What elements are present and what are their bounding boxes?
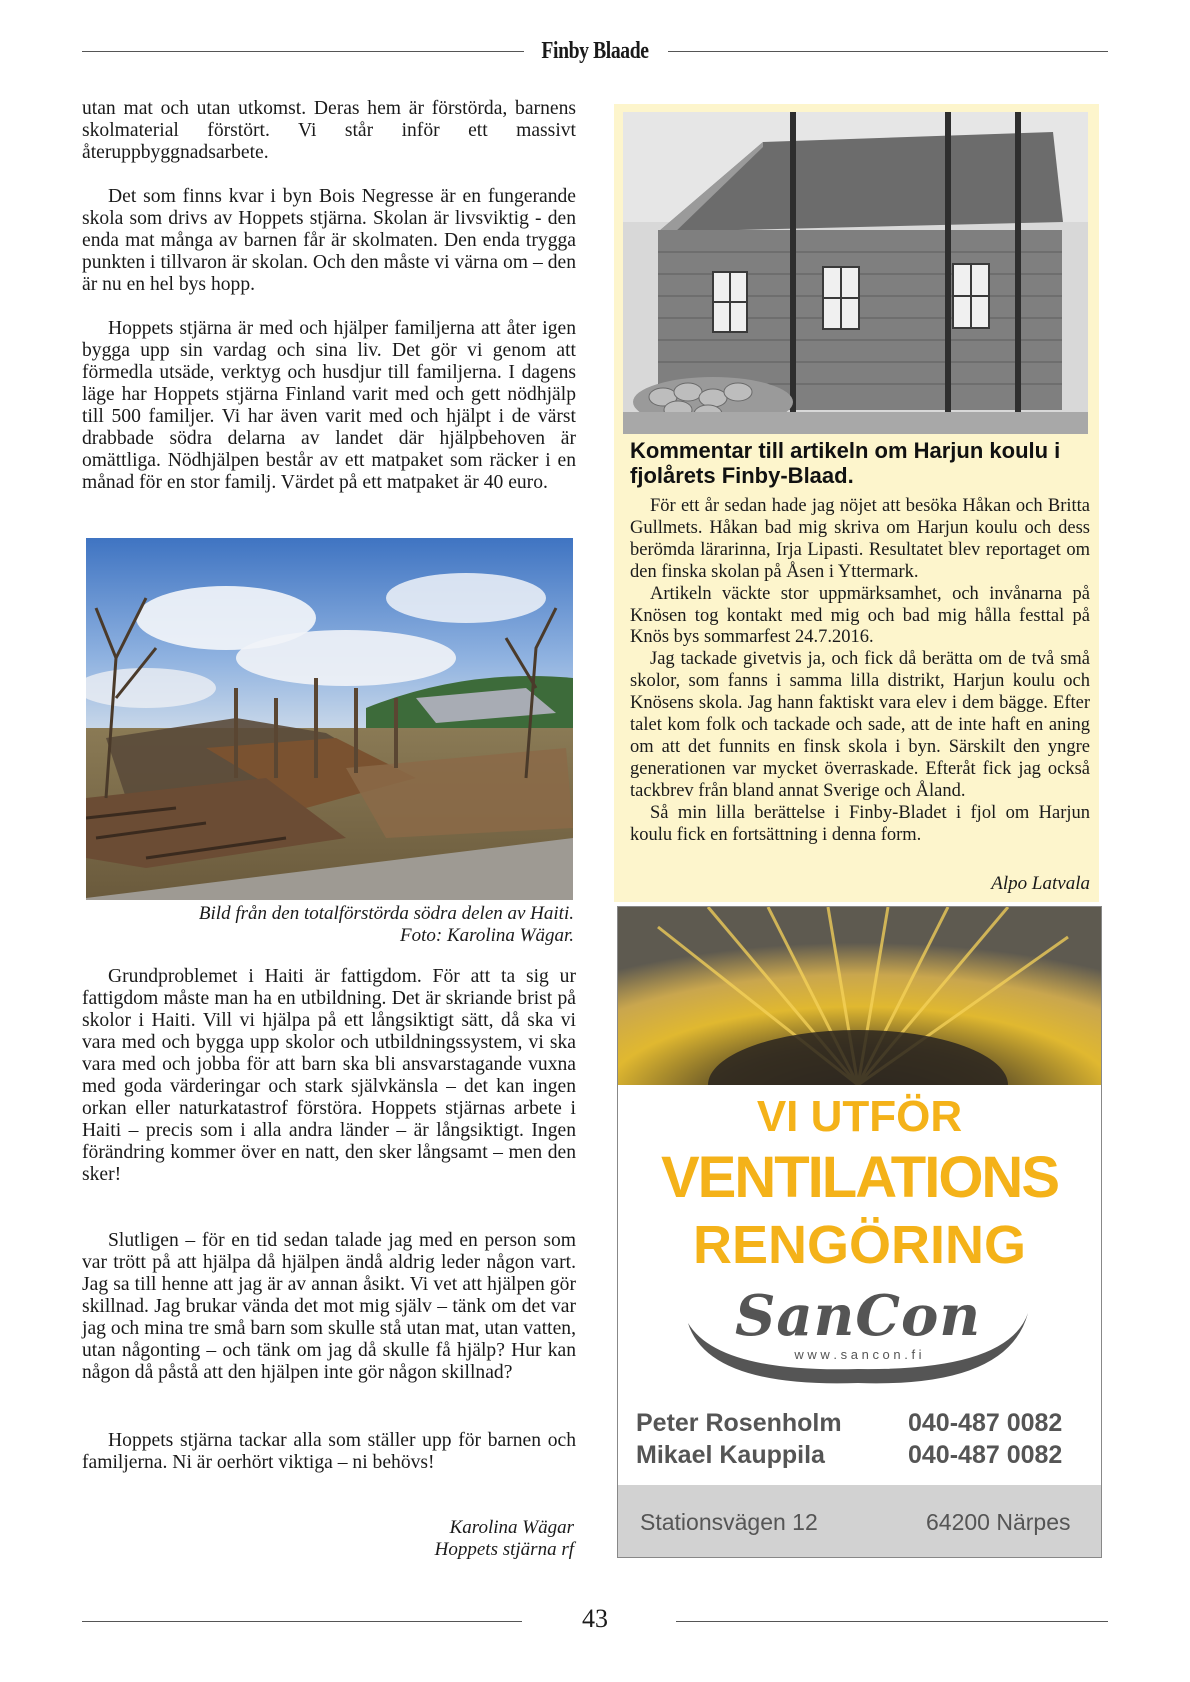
sidebar-paragraph-2: Artikeln väckte stor uppmärksamhet, och invånarna på Knösen tog kontakt med mig och bad mig hålla festtal på Knös bys sommarfest 24.7.2016. xyxy=(630,583,1090,648)
contact-phone-1: 040-487 0082 xyxy=(908,1409,1063,1437)
ad-street-address: Stationsvägen 12 xyxy=(640,1509,818,1535)
article-paragraph-1: utan mat och utan utkomst. Deras hem är förstörda, barnens skolmaterial förstört. Vi står inför ett massivt återuppbyggnadsarbete. xyxy=(82,98,576,163)
header-rule-left xyxy=(82,51,524,52)
sidebar-paragraph-1: För ett år sedan hade jag nöjet att besöka Håkan och Britta Gullmets. Håkan bad mig skriva om Harjun koulu och dess berömda lärarinna, Irja Lipasti. Resultatet blev reportaget om den finska skolan på Åsen i Yttermark. xyxy=(630,496,1090,582)
contact-name-2: Mikael Kauppila xyxy=(636,1441,825,1469)
footer-rule-left xyxy=(82,1621,522,1622)
sancon-advertisement xyxy=(617,906,1102,1558)
ad-address-band xyxy=(618,1485,1101,1557)
page-number: 43 xyxy=(582,1604,608,1633)
author-organization: Hoppets stjärna rf xyxy=(434,1539,574,1560)
article-paragraph-4: Grundproblemet i Haiti är fattigdom. För att ta sig ur fattigdom måste man ha en utbildning. Det är skriande brist på skolor i Haiti. Vill vi hjälpa på ett långsiktigt sätt, då ska vi vara med och bygga upp skolor och utbildningssystem, vi ska vara med och jobba för att barn ska bli ansvarstagande vuxna med goda värderingar och stark självkänsla – det kan ingen orkan eller naturkatastrof förstöra. Hoppets stjärnas arbete i Haiti – precis som i alla andra länder – är långsiktigt. Ingen förändring kommer över en natt, den sker långsamt – men den sker! xyxy=(82,966,576,1185)
article-paragraph-3: Hoppets stjärna är med och hjälper familjerna att åter igen bygga upp sin vardag och sina liv. Det gör vi genom att förmedla utsäde, verktyg och husdjur till familjerna. I dagens läge har Hoppets stjärna Finland varit med och gett nödhjälp till 500 familjer. Vi har även varit med och hjälpt i de värst drabbade södra delarna av landet där hjälpbehoven är omättliga. Nödhjälpen består av ett matpaket som räcker i en månad för en stor familj. Värdet på ett matpaket är 40 euro. xyxy=(82,318,576,493)
photo-credit: Foto: Karolina Wägar. xyxy=(400,925,574,946)
sancon-website: w w w . s a n c o n . f i xyxy=(794,1347,922,1362)
publication-title: Finby Blaade xyxy=(541,38,649,64)
contact-name-1: Peter Rosenholm xyxy=(636,1409,842,1437)
footer-rule-right xyxy=(676,1621,1108,1622)
author-name: Karolina Wägar xyxy=(449,1517,574,1538)
school-building-photo xyxy=(623,112,1088,434)
haiti-destruction-photo xyxy=(86,538,573,900)
sidebar-paragraph-4: Så min lilla berättelse i Finby-Bladet i fjol om Harjun koulu fick en fortsättning i denna form. xyxy=(630,802,1090,845)
contact-phone-2: 040-487 0082 xyxy=(908,1441,1063,1469)
sidebar-signature: Alpo Latvala xyxy=(991,873,1090,894)
header-rule-right xyxy=(668,51,1108,52)
sidebar-heading: Kommentar till artikeln om Harjun koulu i fjolårets Finby-Blaad. xyxy=(630,438,1061,488)
sidebar-paragraph-3: Jag tackade givetvis ja, och fick då berätta om de två små skolor, som fanns i samma lilla distrikt, Harjun koulu och Knösens skola. Jag hann faktiskt vara elev i dem bägge. Efter talet kom folk och tackade och sade, att de inte haft en aning om att det funnits en finsk skola i byn. Särskilt den yngre generationen var mycket överraskade. Efteråt fick jag också tackbrev från bland annat Sverige och Åland. xyxy=(630,649,1090,801)
sancon-brand: SanCon xyxy=(734,1283,982,1349)
photo-caption-line1: Bild från den totalförstörda södra delen av Haiti. xyxy=(198,903,574,924)
article-paragraph-2: Det som finns kvar i byn Bois Negresse är en fungerande skola som drivs av Hoppets stjärna. Skolan är livsviktig - den enda mat många av barnen får är skolmaten. Den enda trygga punkten i tillvaron är skolan. Och den måste vi värna om – den är nu en hel bys hopp. xyxy=(82,186,576,295)
article-paragraph-5: Slutligen – för en tid sedan talade jag med en person som var trött på att hjälpa då hjälpen ändå aldrig leder någon vart. Jag sa till henne att jag är av annan åsikt. Vi vet att hjälpen gör skillnad. Jag brukar vända det mot mig själv – tänk om det var jag och mina tre små barn som skulle stå utan mat, utan vatten, utan någonting – och tänk om jag då skulle få hjälp? Hur kan någon då påstå att den hjälpen inte gör någon skillnad? xyxy=(82,1230,576,1383)
ad-headline-line3: RENGÖRING xyxy=(692,1215,1027,1275)
ad-postal-address: 64200 Närpes xyxy=(926,1509,1071,1535)
ventilation-duct-photo xyxy=(618,907,1101,1085)
ad-headline-line2: VENTILATIONS xyxy=(660,1145,1059,1210)
article-paragraph-6: Hoppets stjärna tackar alla som ställer upp för barnen och familjerna. Ni är oerhört viktiga – ni behövs! xyxy=(82,1430,576,1473)
sidebar-body xyxy=(630,496,1090,847)
ad-headline-line1: VI UTFÖR xyxy=(756,1092,963,1141)
sancon-logo xyxy=(678,1283,1038,1393)
